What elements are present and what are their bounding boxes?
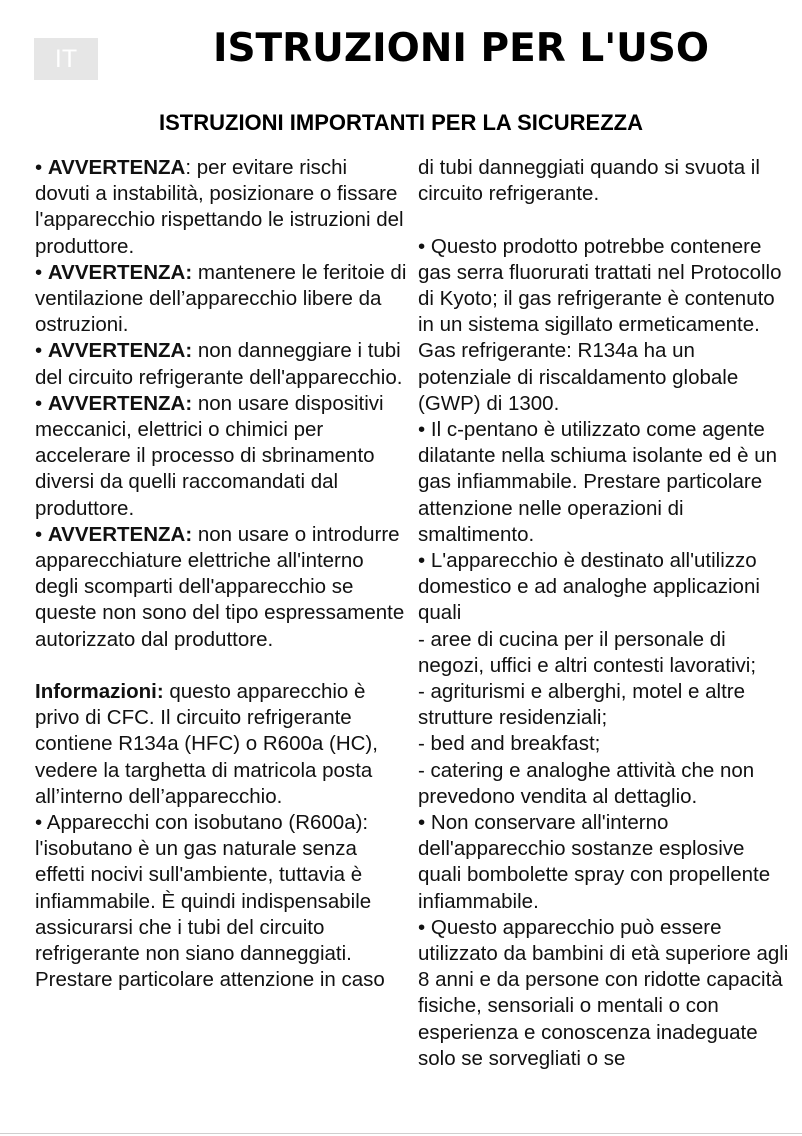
explosive-paragraph: • Non conservare all'interno dell'apparecchio sostanze esplosive quali bombolette spray con propellente infiammabile.	[418, 811, 771, 913]
warning-paragraph: • AVVERTENZA: non danneggiare i tubi del circuito refrigerante dell'apparecchio.	[35, 339, 403, 389]
children-paragraph: • Questo apparecchio può essere utilizzato da bambini di età superiore agli 8 anni e da persone con ridotte capacità fisiche, sensoriali o mentali o con esperienza e conoscenza inadeguate solo se sorvegliati o se	[418, 915, 789, 1070]
warning-paragraph: • AVVERTENZA: per evitare rischi dovuti a instabilità, posizionare o fissare l'apparecchio rispettando le istruzioni del produttore.	[35, 156, 404, 258]
right-column	[418, 155, 790, 1072]
use-list-item: - catering e analoghe attività che non prevedono vendita al dettaglio.	[418, 758, 755, 808]
continuation-paragraph: di tubi danneggiati quando si svuota il circuito refrigerante.	[418, 156, 760, 206]
page-bottom-rule	[0, 1133, 802, 1134]
use-list-item: - agriturismi e alberghi, motel e altre strutture residenziali;	[418, 680, 745, 730]
warning-paragraph: • AVVERTENZA: mantenere le feritoie di ventilazione dell’apparecchio libere da ostruzioni.	[35, 260, 407, 337]
page-title: ISTRUZIONI PER L'USO	[212, 26, 710, 71]
domestic-use-paragraph: • L'apparecchio è destinato all'utilizzo domestico e ad analoghe applicazioni quali	[418, 549, 760, 625]
cpentane-paragraph: • Il c-pentano è utilizzato come agente dilatante nella schiuma isolante ed è un gas infiammabile. Prestare particolare attenzione nelle operazioni di smaltimento.	[418, 418, 777, 546]
warning-paragraph: • AVVERTENZA: non usare dispositivi meccanici, elettrici o chimici per accelerare il processo di sbrinamento diversi da quelli raccomandati dal produttore.	[35, 391, 384, 520]
language-badge: IT	[34, 38, 98, 80]
section-title: ISTRUZIONI IMPORTANTI PER LA SICUREZZA	[159, 110, 643, 135]
use-list-item: - bed and breakfast;	[418, 732, 601, 756]
use-list-item: - aree di cucina per il personale di negozi, uffici e altri contesti lavorativi;	[418, 627, 757, 677]
isobutane-paragraph: • Apparecchi con isobutano (R600a): l'isobutano è un gas naturale senza effetti nocivi sull'ambiente, tuttavia è infiammabile. È quindi indispensabile assicurarsi che i tubi del circuito refrigerante non siano danneggiati. Prestare particolare attenzione in caso	[35, 811, 385, 992]
kyoto-paragraph: • Questo prodotto potrebbe contenere gas serra fluorurati trattati nel Protocollo di Kyoto; il gas refrigerante è contenuto in un sistema sigillato ermeticamente. Gas refrigerante: R134a ha un potenziale di riscaldamento globale (GWP) di 1300.	[418, 234, 782, 415]
info-paragraph: Informazioni: questo apparecchio è privo di CFC. Il circuito refrigerante contiene R134a (HFC) o R600a (HC), vedere la targhetta di matricola posta all’interno dell’apparecchio.	[35, 680, 378, 808]
left-column	[35, 155, 407, 993]
warning-paragraph: • AVVERTENZA: non usare o introdurre apparecchiature elettriche all'interno degli scomparti dell'apparecchio se queste non sono del tipo espressamente autorizzato dal produttore.	[35, 522, 405, 651]
